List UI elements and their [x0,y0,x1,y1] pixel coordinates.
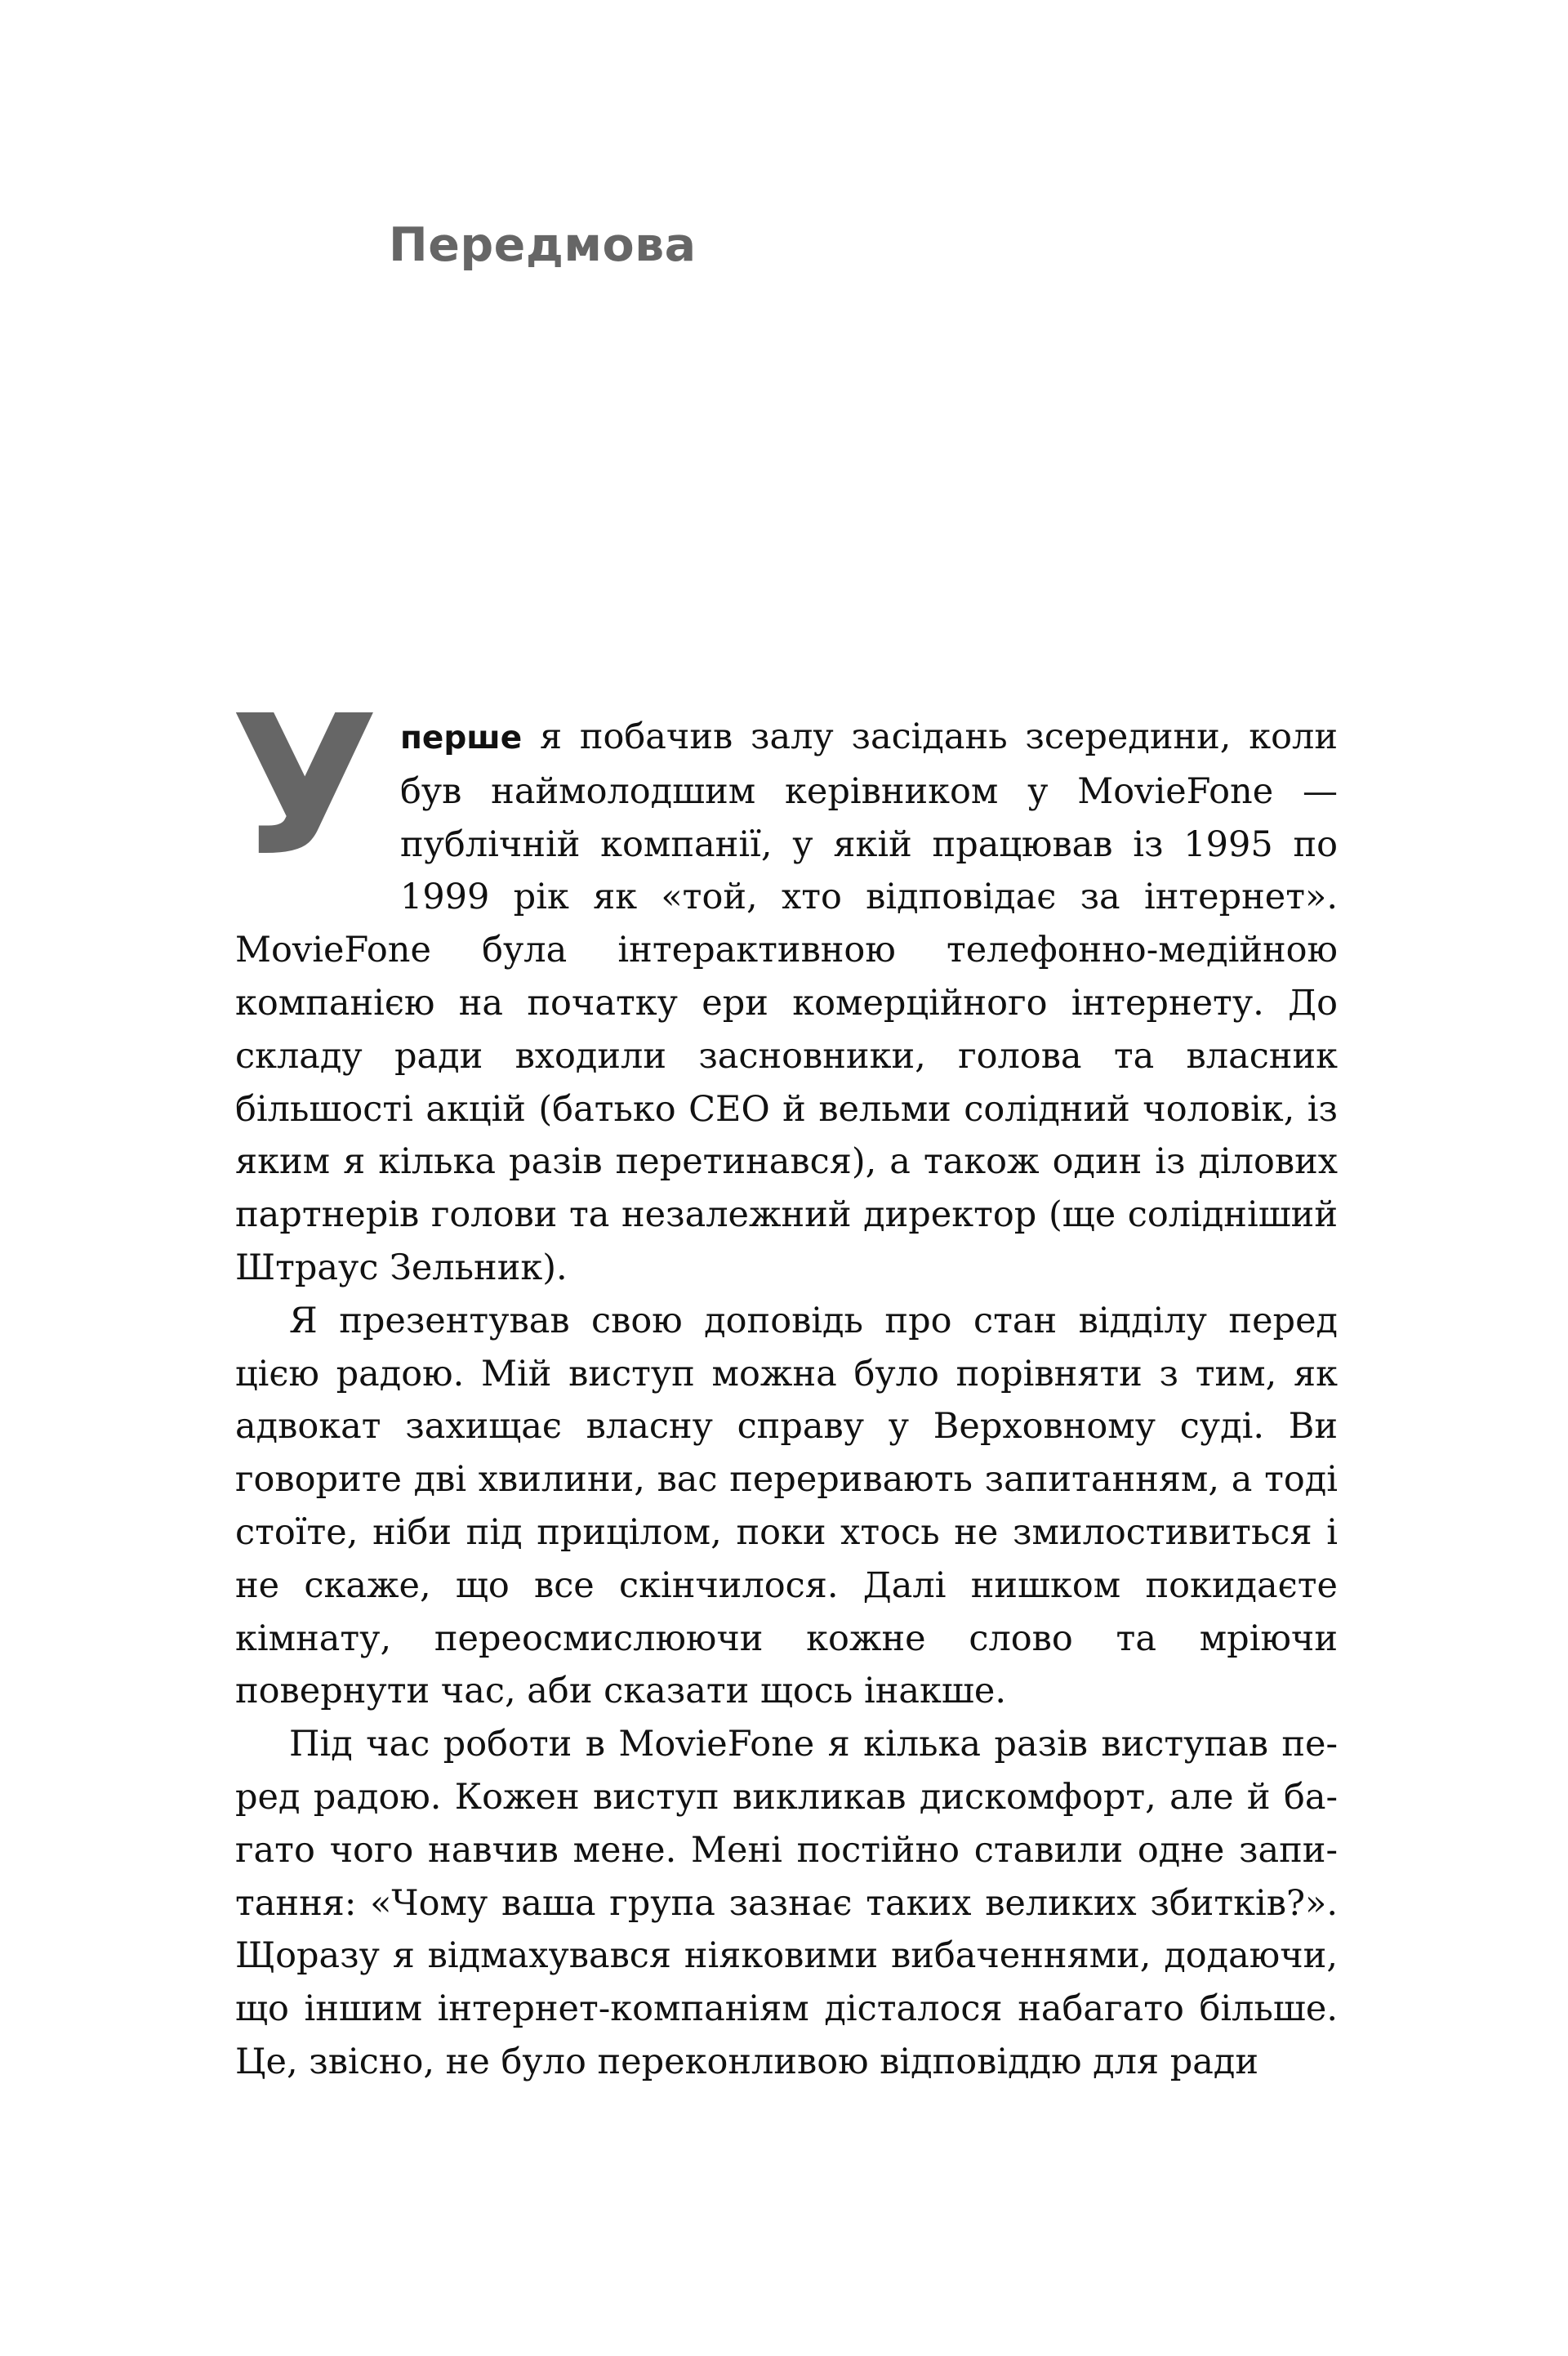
lead-word: перше [399,720,523,756]
paragraph-3: Під час роботи в MovieFone я кілька разів виступав перед радою. Кожен виступ викликав дискомфорт, але й багато чого навчив мене. Мені постійно ставили одне запитання: «Чому ваша група зазнає таких великих збитків?». Щоразу я відмахувався ніяковими вибаченнями, додаючи, що іншим інтернет-компаніям дісталося набагато більше. Це, звісно, не було переконливою відповіддю для ради [235,1724,1338,2082]
drop-cap: У [230,674,379,899]
paragraph-1 [230,674,1338,1295]
paragraph-2: Я презентував свою доповідь про стан відділу перед цією радою. Мій виступ можна було порівняти з тим, як адвокат захищає власну справу у Верховному суді. Ви говорите дві хвилини, вас переривають запитанням, а тоді стоїте, ніби під прицілом, поки хтось не змилостивиться і не скаже, що все скінчилося. Далі нишком покидаєте кімнату, переосмислюючи кожне слово та мріючи повернути час, аби сказати щось інакше. [235,1300,1338,1712]
paragraph-1-text: я побачив залу засідань зсередини, коли був наймолодшим керівником у MovieFone — публічній компанії, у якій працював із 1995 по 1999 рік як «той, хто відповідає за інтернет». MovieFone була інтерактивною телефонно-медійною компанією на початку ери комерційного інтернету. До складу ради входили засновники, голова та власник більшості акцій (батько CEO й вельми солідний чоловік, із яким я кілька разів перетинався), а також один із ділових партнерів голови та незалежний директор (ще солідніший Штраус Зельник). [235,716,1338,1288]
body-text [230,674,1338,2089]
chapter-title: Передмова [389,218,697,272]
